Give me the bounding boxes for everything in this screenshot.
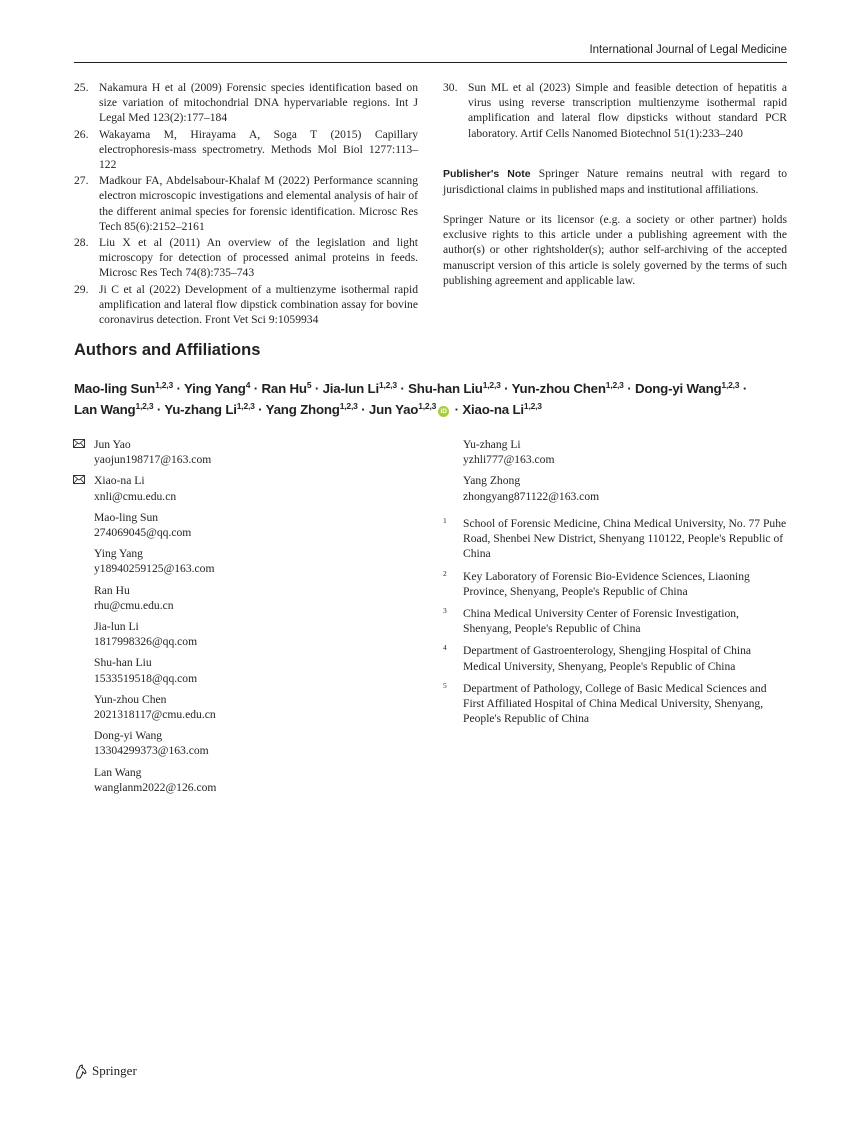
contact-email[interactable]: yzhli777@163.com [463, 453, 555, 467]
contact-entry [94, 546, 394, 576]
author-name: Yang Zhong [265, 402, 340, 417]
author-affiliation-ref: 1,2,3 [482, 380, 501, 390]
author-name: Dong-yi Wang [634, 381, 722, 396]
affiliation-item [443, 681, 787, 727]
contact-name: Shu-han Liu [94, 656, 152, 670]
author-affiliation-ref: 1,2,3 [378, 380, 397, 390]
affiliation-number: 5 [443, 680, 447, 690]
author-name: Ying Yang [183, 381, 246, 396]
reference-item [443, 80, 787, 141]
affiliation-text: China Medical University Center of Forensic Investigation, Shenyang, People's Republic of China [463, 607, 739, 636]
contact-name: Mao-ling Sun [94, 510, 159, 524]
author-affiliation-ref: 1,2,3 [155, 380, 173, 390]
contact-email[interactable]: yaojun198717@163.com [94, 453, 212, 467]
author-name: Mao-ling Sun [74, 381, 156, 396]
springer-horse-logo-icon [74, 1064, 88, 1079]
author-affiliation-ref: 1,2,3 [605, 380, 624, 390]
affiliation-text: School of Forensic Medicine, China Medical University, No. 77 Puhe Road, Shenbei New District, Shenyang 110122, People's Republic of China [463, 517, 787, 561]
author-name: Jun Yao [368, 402, 419, 417]
contact-name: Jun Yao [94, 438, 131, 451]
reference-number: 27. [74, 174, 89, 188]
contact-name: Lan Wang [94, 765, 142, 779]
affiliation-number: 3 [443, 606, 447, 616]
contact-email[interactable]: 13304299373@163.com [94, 744, 209, 758]
contact-email[interactable]: zhongyang871122@163.com [463, 489, 600, 503]
author-affiliation-ref: 5 [306, 380, 312, 390]
contact-entry [463, 473, 763, 503]
references-right [443, 80, 787, 142]
contact-entry [463, 437, 763, 467]
author-affiliation-ref: 1,2,3 [523, 401, 542, 411]
author-affiliation-ref: 1,2,3 [418, 401, 437, 411]
contact-email[interactable]: 1817998326@qq.com [94, 635, 198, 649]
affiliation-item [443, 569, 787, 599]
contact-entry [94, 655, 394, 685]
reference-item [74, 235, 418, 281]
affiliation-text: Department of Gastroenterology, Shengjing Hospital of China Medical University, Shenyang, People's Republic of China [463, 644, 752, 673]
reference-number: 30. [443, 81, 458, 94]
affiliation-text: Key Laboratory of Forensic Bio-Evidence Sciences, Liaoning Province, Shenyang, People's Republic of China [463, 569, 750, 598]
contact-name: Yang Zhong [463, 474, 521, 488]
publisher-note-text: Springer Nature remains neutral with regard to jurisdictional claims in published maps and institutional affiliations. [443, 167, 787, 197]
reference-number: 28. [74, 236, 89, 250]
affiliation-item [443, 516, 787, 562]
affiliation-number: 2 [443, 568, 447, 578]
reference-number: 26. [74, 127, 89, 141]
contact-email[interactable]: y18940259125@163.com [94, 562, 215, 576]
contact-name: Jia-lun Li [94, 620, 139, 634]
journal-header: International Journal of Legal Medicine [589, 44, 787, 56]
contact-entry [94, 728, 394, 758]
author-name: Lan Wang [74, 402, 136, 417]
reference-text: Nakamura H et al (2009) Forensic species identification based on size variation of mitochondrial DNA hypervariable regions. Int J Legal Med 123(2):177–184 [99, 81, 418, 125]
affiliation-item [443, 643, 787, 673]
contact-email[interactable]: xnli@cmu.edu.cn [94, 489, 177, 503]
reference-item [74, 173, 418, 234]
contact-entry [94, 510, 394, 540]
section-title: Authors and Affiliations [74, 341, 261, 359]
contact-email[interactable]: 2021318117@cmu.edu.cn [94, 708, 216, 722]
mail-icon [73, 475, 85, 484]
references-left [74, 80, 418, 328]
header-rule [74, 62, 787, 63]
author-affiliation-ref: 4 [245, 380, 251, 390]
publisher-note-label: Publisher's Note [443, 168, 531, 180]
contact-name: Xiao-na Li [94, 474, 145, 488]
contact-name: Yu-zhang Li [463, 438, 521, 451]
contact-entry [94, 473, 394, 503]
author-affiliation-ref: 1,2,3 [135, 401, 154, 411]
affiliation-text: Department of Pathology, College of Basic Medical Sciences and First Affiliated Hospital of China Medical University, Shenyang, People's Republic of China [463, 681, 767, 726]
contact-entry [94, 692, 394, 722]
mail-icon [73, 439, 85, 448]
reference-number: 29. [74, 282, 89, 296]
publisher-name: Springer [92, 1063, 137, 1078]
author-name: Ran Hu [261, 381, 307, 396]
reference-text: Madkour FA, Abdelsabour-Khalaf M (2022) Performance scanning electron microscopic investigations and elemental analysis of hair of the different animal species for forensic identification. Microsc Res Tech 85(6):2152–2161 [99, 174, 418, 233]
publisher-note [443, 166, 787, 197]
reference-number: 25. [74, 81, 89, 94]
contact-entry [94, 583, 394, 613]
reference-text: Sun ML et al (2023) Simple and feasible detection of hepatitis a virus using reverse transcription multienzyme isothermal rapid amplification and lateral flow dipsticks without standard PCR laboratory. Artif Cells Nanomed Biotechnol 51(1):233–240 [468, 81, 787, 140]
reference-text: Liu X et al (2011) An overview of the legislation and light microscopy for detection of processed animal proteins in feeds. Microsc Res Tech 74(8):735–743 [99, 236, 418, 280]
author-name: Yu-zhang Li [164, 402, 237, 417]
author-name: Shu-han Liu [408, 381, 483, 396]
reference-text: Wakayama M, Hirayama A, Soga T (2015) Capillary electrophoresis-mass spectrometry. Methods Mol Biol 1277:113–122 [99, 127, 418, 172]
reference-text: Ji C et al (2022) Development of a multienzyme isothermal rapid amplification and lateral flow dipstick combination assay for bovine coronavirus detection. Front Vet Sci 9:1059934 [99, 282, 418, 327]
reference-item [74, 282, 418, 328]
contact-entry [94, 437, 394, 467]
rights-statement: Springer Nature or its licensor (e.g. a society or other partner) holds exclusive rights to this article under a publishing agreement with the author(s) or other rightsholder(s); author self-archiving of the accepted manuscript version of this article is solely governed by the terms of such publishing agreement and applicable law. [443, 213, 787, 287]
contact-name: Dong-yi Wang [94, 729, 163, 743]
contact-name: Ying Yang [94, 547, 143, 561]
contacts-right [463, 437, 763, 510]
author-affiliation-ref: 1,2,3 [236, 401, 255, 411]
author-name: Jia-lun Li [322, 381, 379, 396]
contact-email[interactable]: 1533519518@qq.com [94, 671, 198, 685]
contact-email[interactable]: wanglanm2022@126.com [94, 780, 217, 794]
affiliation-list [443, 516, 787, 733]
affiliation-number: 1 [443, 516, 447, 525]
author-affiliation-ref: 1,2,3 [339, 401, 358, 411]
contact-entry [94, 765, 394, 795]
affiliation-number: 4 [443, 643, 447, 653]
affiliation-item [443, 606, 787, 636]
page-footer [74, 1063, 137, 1079]
reference-item [74, 80, 418, 126]
contact-email[interactable]: rhu@cmu.edu.cn [94, 598, 174, 612]
author-affiliation-ref: 1,2,3 [721, 380, 740, 390]
contact-email[interactable]: 274069045@qq.com [94, 526, 192, 540]
contact-name: Ran Hu [94, 583, 130, 597]
contact-entry [94, 619, 394, 649]
author-name: Yun-zhou Chen [511, 381, 606, 396]
contact-name: Yun-zhou Chen [94, 692, 167, 706]
author-name: Xiao-na Li [462, 402, 524, 417]
orcid-icon[interactable]: iD [438, 406, 449, 417]
author-list: Mao-ling Sun$^{1,2,3}$ · Ying Yang$^4$ · Ran $Hu^5 \cdot Jia-lun$ Li$^{1,2,3}$ · Shu-han Liu$^{1,2,3}$ · Yun-zhou Chen$^{1,2,3}$ · Dong-yi Wang$^{1,2,3}$ · Lan Wang$^{1,2,3}$ · Yu-zhang Li$^{1,2,3}$ · Yang Zhong$^{1,2,3}$ · Jun Yao$^{1,2,3}$iD · Xiao-na Li$^{1,2,3}$ [74, 380, 748, 417]
reference-item [74, 127, 418, 173]
contacts-left [94, 437, 394, 801]
